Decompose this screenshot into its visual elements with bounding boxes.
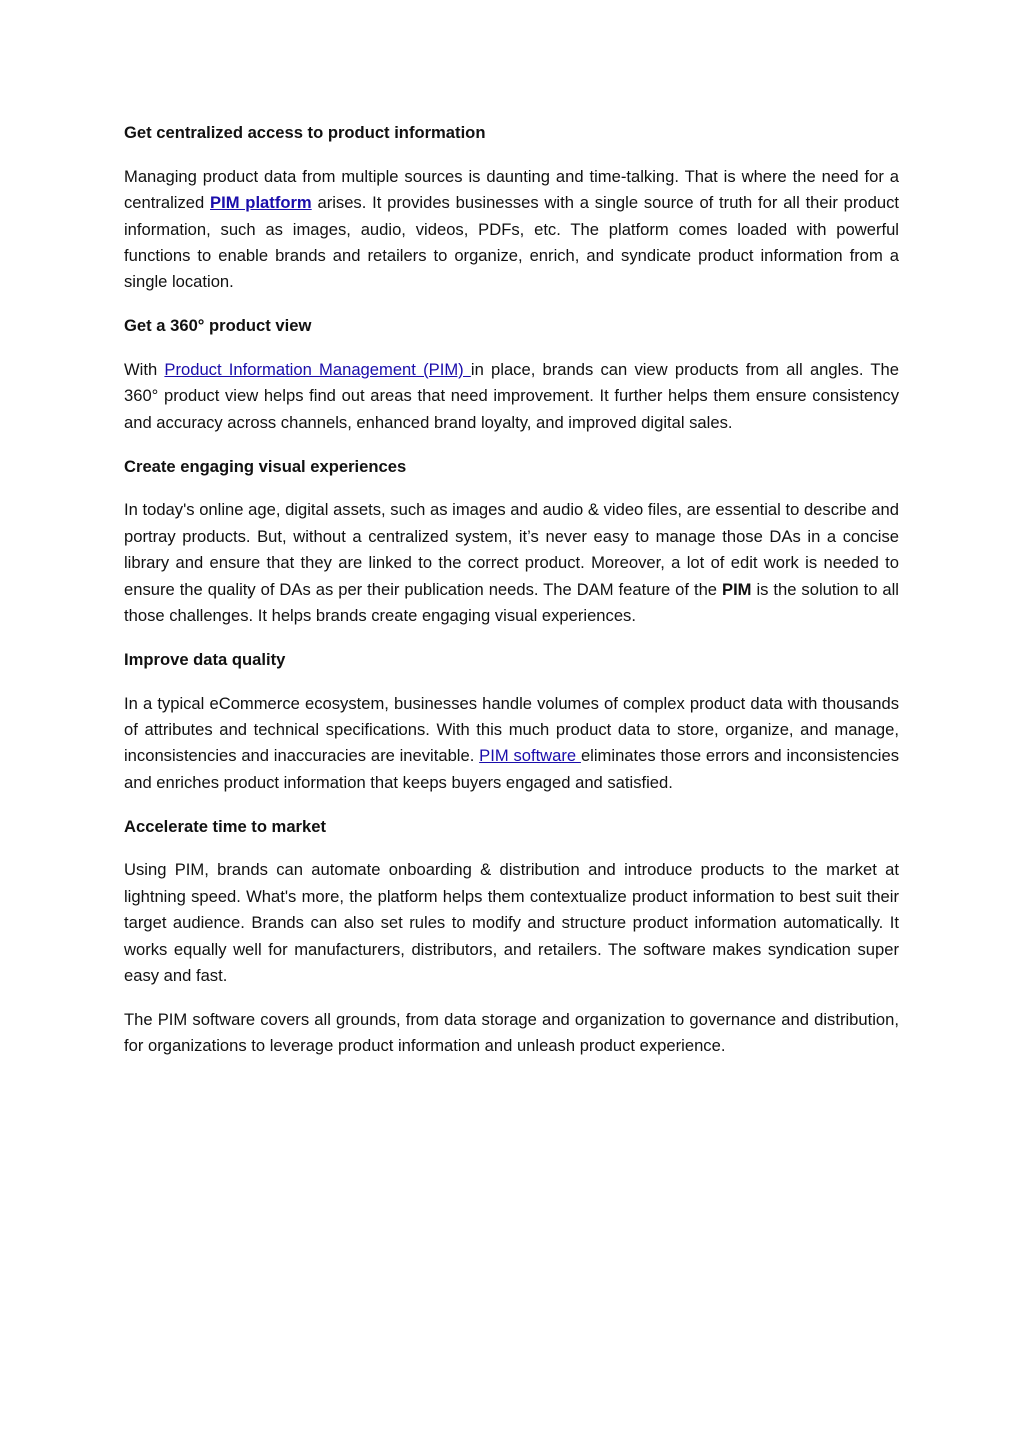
paragraph-text: is the solution to all those challenges. It helps brands create engaging visual experiences. [124, 579, 899, 626]
section-heading-360-view: Get a 360° product view [124, 316, 312, 336]
pim-management-link[interactable]: Product Information Management (PIM) [164, 360, 471, 380]
pim-software-link[interactable]: PIM software [479, 746, 581, 766]
pim-bold-term: PIM [722, 579, 752, 599]
paragraph-centralized-access [124, 164, 899, 296]
section-heading-centralized-access: Get centralized access to product information [124, 123, 486, 142]
paragraph-data-quality [124, 691, 899, 797]
pim-platform-link[interactable]: PIM platform [210, 193, 312, 213]
paragraph-text: Managing product data from multiple sources is daunting and time-talking. That is where the need for a centralized [124, 166, 899, 213]
paragraph-360-view [124, 357, 899, 436]
paragraph-text: In today's online age, digital assets, such as images and audio & video files, are essential to describe and portray products. But, without a centralized system, it’s never easy to manage those DAs in a concise library and ensure that they are linked to the correct product. Moreover, a lot of edit work is needed to ensure the quality of DAs as per their publication needs. The DAM feature of the [124, 500, 899, 599]
paragraph-visual-experiences [124, 497, 899, 629]
paragraph-text: eliminates those errors and inconsistencies and enriches product information that keeps buyers engaged and satisfied. [124, 746, 899, 792]
paragraph-time-to-market: Using PIM, brands can automate onboarding & distribution and introduce products to the market at lightning speed. What's more, the platform helps them contextualize product information to best suit their target audience. Brands can also set rules to modify and structure product information automatically. It works equally well for manufacturers, distributors, and retailers. The software makes syndication super easy and fast. [124, 860, 899, 986]
paragraph-text: With [124, 360, 165, 380]
document-page [124, 120, 899, 1077]
paragraph-conclusion: The PIM software covers all grounds, from data storage and organization to governance and distribution, for organizations to leverage product information and unleash product experience. [124, 1009, 899, 1056]
section-heading-visual-experiences: Create engaging visual experiences [124, 456, 407, 476]
paragraph-text: in place, brands can view products from all angles. The 360° product view helps find out areas that need improvement. It further helps them ensure consistency and accuracy across channels, enhanced brand loyalty, and improved digital sales. [124, 360, 899, 432]
paragraph-text: In a typical eCommerce ecosystem, businesses handle volumes of complex product data with thousands of attributes and technical specifications. With this much product data to store, organize, and manage, inconsistencies and inaccuracies are inevitable. [124, 693, 899, 766]
paragraph-text: arises. It provides businesses with a single source of truth for all their product information, such as images, audio, videos, PDFs, etc. The platform comes loaded with powerful functions to enable brands and retailers to organize, enrich, and syndicate product information from a single location. [124, 193, 899, 292]
section-heading-time-to-market: Accelerate time to market [124, 816, 326, 836]
section-heading-data-quality: Improve data quality [124, 649, 286, 669]
